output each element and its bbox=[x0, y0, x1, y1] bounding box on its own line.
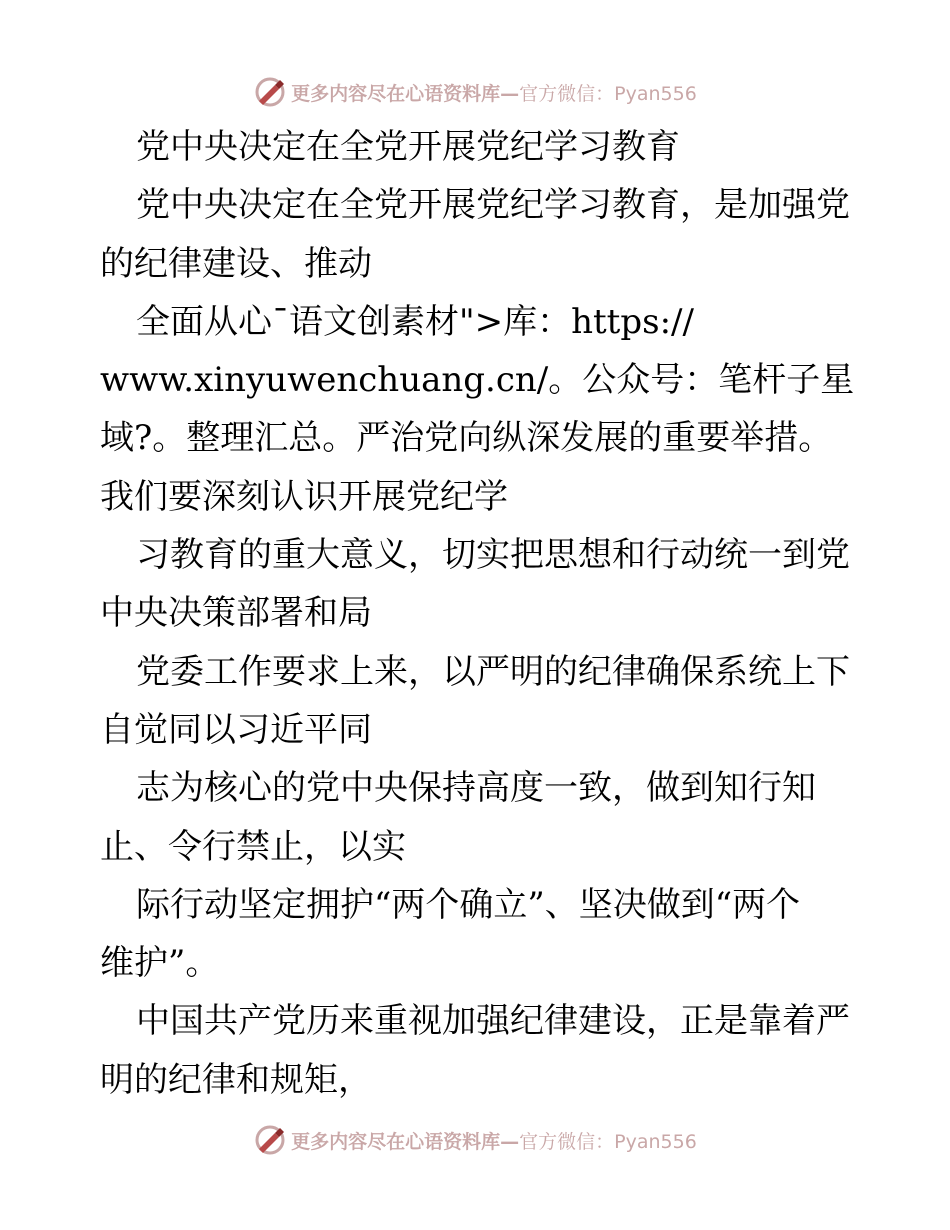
document-body bbox=[100, 118, 860, 1109]
paragraph-line: 际行动坚定拥护“两个确立”、坚决做到“两个 bbox=[136, 884, 801, 925]
paragraph-line: 党中央决定在全党开展党纪学习教育，是加强党 bbox=[136, 185, 850, 226]
paragraph-line: 习教育的重大意义，切实把思想和行动统一到党 bbox=[136, 535, 850, 576]
paragraph-line: 明的纪律和规矩， bbox=[100, 1059, 372, 1100]
paragraph-line: 党委工作要求上来，以严明的纪律确保系统上下 bbox=[136, 651, 850, 692]
footer-banner-text: 更多内容尽在心语资料库— bbox=[291, 1130, 520, 1153]
paragraph-line: 中国共产党历来重视加强纪律建设，正是靠着严 bbox=[136, 1001, 850, 1042]
paragraph-line: 中央决策部署和局 bbox=[100, 593, 372, 634]
paragraph-line: 止、令行禁止，以实 bbox=[100, 826, 406, 867]
paragraph-line: 志为核心的党中央保持高度一致，做到知行知 bbox=[136, 768, 816, 809]
paragraph-line: 我们要深刻认识开展党纪学 bbox=[100, 476, 508, 517]
paragraph-line: 域?。整理汇总。严治党向纵深发展的重要举措。 bbox=[100, 418, 833, 459]
paragraph-line: 全面从心¯语文创素材">库：https:// bbox=[136, 301, 694, 342]
paragraph-line: 维护”。 bbox=[100, 943, 220, 984]
pen-swirl-logo-icon bbox=[253, 75, 287, 109]
header-banner-text: 更多内容尽在心语资料库— bbox=[291, 82, 520, 105]
footer-banner-wechat: 官方微信：Pyan556 bbox=[519, 1130, 697, 1153]
header-banner-wechat: 官方微信：Pyan556 bbox=[519, 82, 697, 105]
pen-swirl-logo-icon bbox=[253, 1123, 287, 1157]
paragraph-line: 的纪律建设、推动 bbox=[100, 243, 372, 284]
paragraph-line: 自觉同以习近平同 bbox=[100, 709, 372, 750]
paragraph-line: www.xinyuwenchuang.cn/。公众号：笔杆子星 bbox=[100, 360, 855, 401]
header-banner bbox=[0, 70, 950, 114]
paragraph-line: 党中央决定在全党开展党纪学习教育 bbox=[136, 127, 680, 167]
footer-banner bbox=[0, 1118, 950, 1162]
